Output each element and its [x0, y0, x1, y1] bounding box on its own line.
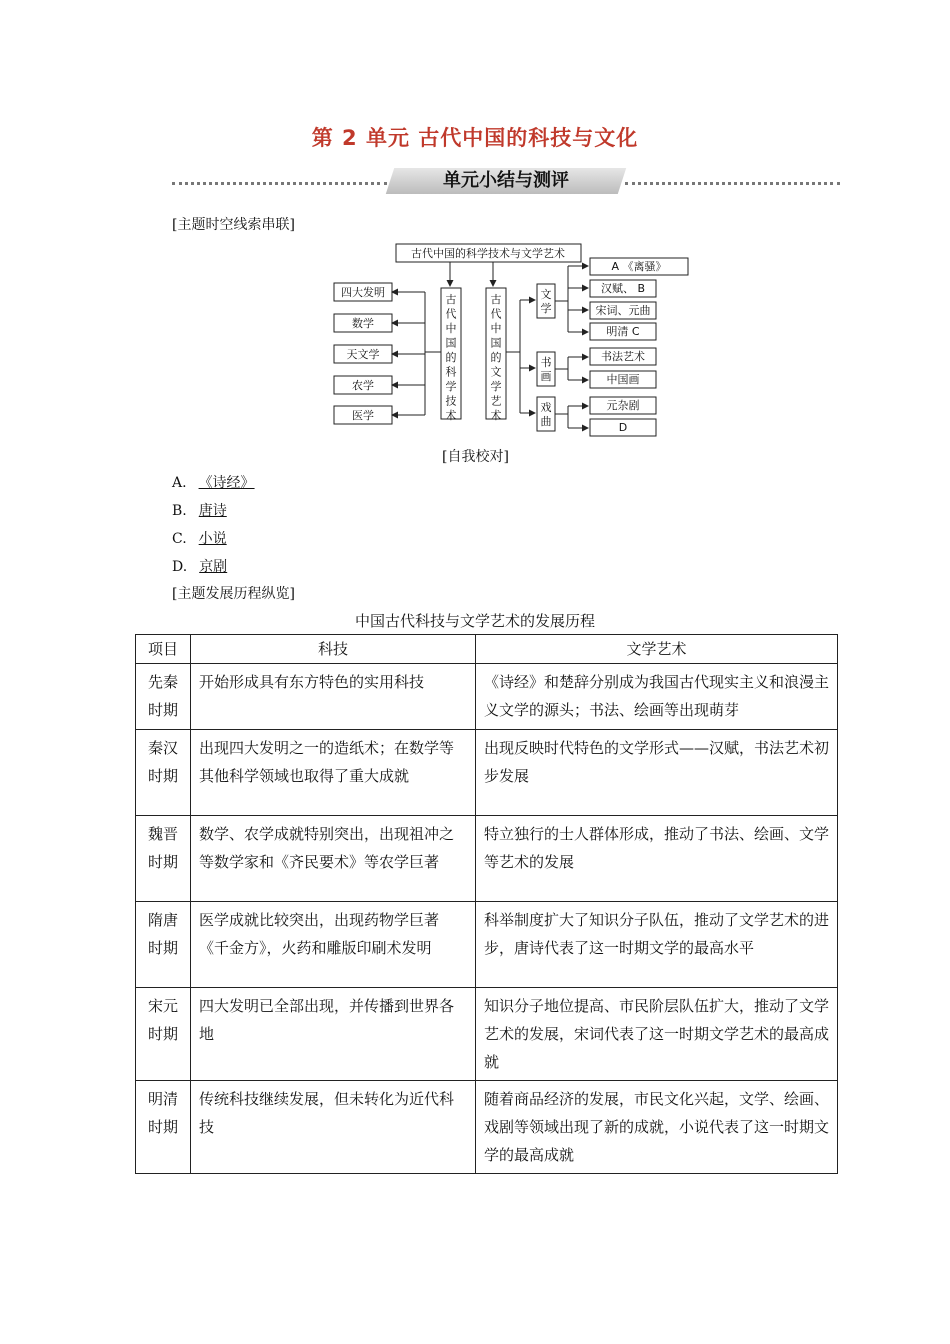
table-row [136, 1081, 838, 1174]
diagram-science-text: 古代中国的科学技术 [445, 293, 457, 422]
era-cell: 隋唐 时期 [136, 902, 191, 988]
header-arts: 文学艺术 [476, 635, 838, 664]
answer-text: 京剧 [199, 559, 228, 575]
answer-text: 唐诗 [198, 503, 227, 519]
science-cell: 四大发明已全部出现，并传播到世界各地 [191, 988, 476, 1081]
era-cell: 秦汉 时期 [136, 730, 191, 816]
answer-letter: B. [172, 503, 187, 519]
arts-cell: 知识分子地位提高、市民阶层队伍扩大，推动了文学艺术的发展，宋词代表了这一时期文学艺术的最高成就 [476, 988, 838, 1081]
science-item: 天文学 [346, 348, 380, 361]
science-item: 农学 [352, 379, 374, 392]
answer-letter: A. [172, 475, 187, 491]
group-painting-text: 书画 [540, 356, 552, 383]
science-cell: 医学成就比较突出，出现药物学巨著《千金方》，火药和雕版印刷术发明 [191, 902, 476, 988]
era-cell: 宋元 时期 [136, 988, 191, 1081]
science-cell: 传统科技继续发展，但未转化为近代科技 [191, 1081, 476, 1174]
literature-item: 汉赋、 B [600, 282, 646, 295]
science-cell: 出现四大发明之一的造纸术；在数学等其他科学领域也取得了重大成就 [191, 730, 476, 816]
section-banner [172, 168, 840, 194]
diagram-arts-text: 古代中国的文学艺术 [490, 293, 502, 422]
literature-item: A 《离骚》 [611, 260, 667, 273]
table-header-row [136, 635, 838, 664]
group-opera-text: 戏曲 [540, 401, 552, 428]
era-cell: 先秦 时期 [136, 664, 191, 730]
answer-letter: D. [172, 559, 188, 575]
section-timeline-label: [主题时空线索串联] [172, 217, 295, 233]
painting-item: 书法艺术 [601, 350, 645, 363]
answer-b [172, 500, 227, 520]
era-cell: 魏晋 时期 [136, 816, 191, 902]
section-selfcheck-label: [自我校对] [442, 449, 509, 465]
group-literature-text: 文学 [540, 288, 552, 315]
answer-d [172, 556, 227, 576]
science-cell: 开始形成具有东方特色的实用科技 [191, 664, 476, 730]
banner-divider-right [625, 182, 840, 185]
literature-item: 宋词、元曲 [595, 304, 651, 317]
table-row [136, 664, 838, 730]
banner-label: 单元小结与测评 [443, 170, 569, 191]
history-table [135, 634, 838, 1174]
opera-item: 元杂剧 [606, 399, 640, 412]
answer-text: 《诗经》 [198, 475, 255, 491]
science-cell: 数学、农学成就特别突出，出现祖冲之等数学家和《齐民要术》等农学巨著 [191, 816, 476, 902]
painting-item: 中国画 [606, 373, 640, 386]
table-row [136, 816, 838, 902]
table-row [136, 730, 838, 816]
table-row [136, 902, 838, 988]
answer-text: 小说 [198, 531, 227, 547]
page-title: 第 2 单元 古代中国的科技与文化 [311, 126, 639, 150]
science-item: 数学 [352, 317, 374, 330]
answer-letter: C. [172, 531, 187, 547]
science-item: 医学 [352, 409, 374, 422]
header-era: 项目 [136, 635, 191, 664]
table-title: 中国古代科技与文学艺术的发展历程 [354, 612, 595, 630]
concept-diagram [330, 240, 695, 440]
banner-divider-left [172, 182, 387, 185]
diagram-root-text: 古代中国的科学技术与文学艺术 [411, 247, 565, 260]
banner-title [386, 168, 626, 194]
answer-a [172, 472, 255, 492]
opera-item: D [618, 421, 628, 434]
arts-cell: 科举制度扩大了知识分子队伍，推动了文学艺术的进步，唐诗代表了这一时期文学的最高水平 [476, 902, 838, 988]
table-row [136, 988, 838, 1081]
arts-cell: 出现反映时代特色的文学形式——汉赋，书法艺术初步发展 [476, 730, 838, 816]
section-history-label: [主题发展历程纵览] [172, 586, 295, 602]
arts-cell: 《诗经》和楚辞分别成为我国古代现实主义和浪漫主义文学的源头；书法、绘画等出现萌芽 [476, 664, 838, 730]
era-cell: 明清 时期 [136, 1081, 191, 1174]
arts-cell: 随着商品经济的发展，市民文化兴起，文学、绘画、戏剧等领域出现了新的成就，小说代表了这一时期文学的最高成就 [476, 1081, 838, 1174]
literature-item: 明清 C [606, 325, 640, 338]
header-science: 科技 [191, 635, 476, 664]
science-item: 四大发明 [341, 286, 385, 299]
arts-cell: 特立独行的士人群体形成，推动了书法、绘画、文学等艺术的发展 [476, 816, 838, 902]
answer-c [172, 528, 227, 548]
